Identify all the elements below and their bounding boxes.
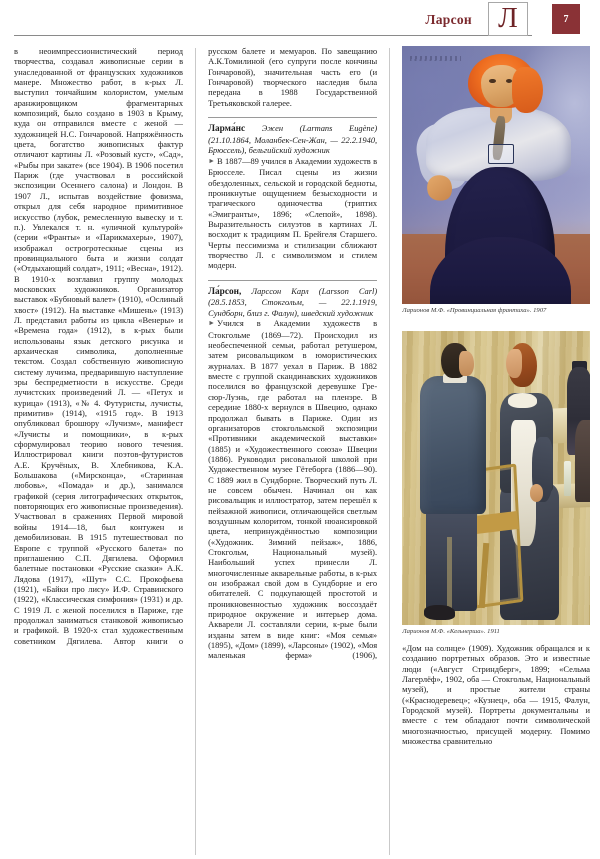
entry-headword: Ла́рсон, xyxy=(208,286,242,297)
painting-2-waitress-hand xyxy=(530,484,544,502)
entry-divider-rule xyxy=(208,117,377,118)
entry-body-text xyxy=(208,318,377,660)
column-separator-2 xyxy=(389,48,390,855)
page-header xyxy=(14,0,590,42)
entry-bullet-icon: ► xyxy=(208,156,216,165)
painting-image-1 xyxy=(402,46,590,304)
header-divider-rule xyxy=(14,35,532,36)
painting-1-breast-pocket xyxy=(488,144,514,164)
figure-waitress xyxy=(402,331,590,636)
painting-1-signature xyxy=(410,56,461,61)
running-head: Ларсон xyxy=(425,12,472,27)
entry-head-details: Ларссон Карл (Larsson Carl) (28.5.1853, Стокгольм, — 22.1.1919, Сундборн, близ г. Фалун), шведский художник xyxy=(208,285,378,318)
page-number: 7 xyxy=(563,13,569,25)
painting-1-hair-right-lock xyxy=(512,67,543,113)
painting-1-figure-group xyxy=(402,46,590,304)
painting-2-man-coat xyxy=(420,376,487,514)
entry-body-paragraph: В 1887—89 учился в Академии художеств в Брюсселе. Писал сцены из жизни обездоленных, сельской и городской бедноты, проникнутые ощущением безысходности и трагического одиночества (триптих «Эмигранты», 1896; «Слепой», 1898). Выразительность силуэтов в картинах Л. восходит к традициям П. Брейгеля Старшего. Черты пессимизма и стилизации сближают творчество Л. с символизмом и стилем модерн. xyxy=(208,155,378,271)
entry-headword: Ларма́нс xyxy=(208,124,246,135)
column-1-continuation-paragraph: в неоимпрессионистический период творчества, создавал живописные серии в унаследованной от французских художников манере. Множество работ, в к-рых Л. выступил тончайшим колористом, умелым аранжировщиком фрагментарных композиций, было создано в 1903 в Крыму, куда он отправился вместе с женой — художницей Н.С. Гончаровой. Напряжённость цвета, богатство живописных фактур отличают картины Л. «Розовый куст», «Сад», «Рыбы при закате» (все 1904). В 1906 посетил Париж (где участвовал в российской экспозиции Осеннего салона) и Лондон. В 1907 Л., испытав воздействие фовизма, открыл для себя народное примитивное искусство (лубок, ремесленную вывеску и т. п.). Увлекался т. н. «уличной культурой» (серии «Франты» и «Парикмахеры», 1907), изображал острогротескные сцены из провинциального быта и жизни солдат («Отдыхающий солдат», 1911; «Весна», 1912). В 1910-х возглавил группу молодых московских художников. Организатор выставок «Бубновый валет» (1910), «Ослиный хвост» (1912). На выставке «Мишень» (1913) Л. представил работы из цикла «Венеры» и «Времена года» (1912), в к-рых были использованы язык детского рисунка и архаическая символика, дополненные текстом. Создал собственную живописную систему лучизма, предварившую наступление эры беспредметности в искусстве. Среди лучистских произведений Л. — «Петух и курица» (1913), «№ 4. Футуристы, лучисты, примитив» (1914), «1915 год». В 1913 опубликовал брошюру «Лучизм», манифест «Лучисты и помощники», в к-рых сформулировал теорию нового течения. Иллюстрировал книги поэтов-футуристов А.Е. Кручёных, В. Хлебникова, К.А. Большакова («Мирсконца», «Старинная любовь», «Помада» и др.), занимался графикой (серия литографических открыток, повторяющих его живописные произведения). Участвовал в сражениях Первой мировой войны 1914—18, был контужен и демобилизован. В 1915 путешествовал по Европе с труппой «Русского балета» по приглашению С.П. Дягилева. Оформил балетные постановки «Русские сказки» А.К. Лядова (1917), «Шут» С.С. Прокофьева (1921), «Байки про лису» И.Ф. Стравинского (1922), «Классическая симфония» (1931) и др. С 1919 Л. с женой поселился в Париже, где продолжал заниматься станковой живописью и графикой. В 1920-х стал художественным советником Дягилева. Автор книги о xyxy=(14,46,184,646)
painting-2-bottle xyxy=(564,461,571,496)
entry-headline xyxy=(208,286,377,319)
painting-image-2 xyxy=(402,331,590,625)
article-columns xyxy=(14,46,590,855)
dictionary-entry-larmans xyxy=(208,117,377,271)
section-letter-box xyxy=(488,2,528,36)
painting-1-right-eye xyxy=(506,79,512,83)
painting-2-man-shoe xyxy=(424,605,455,620)
dictionary-entry-larsson xyxy=(208,280,377,661)
column-separator-1 xyxy=(195,48,196,855)
figure-caption-1: Ларионов М.Ф. «Провинциальная франтиха». 1907 xyxy=(402,307,547,314)
entry-bullet-icon: ► xyxy=(208,319,216,328)
entry-head-details: Эжен (Larmans Eugène) (21.10.1864, Моланбек-Сен-Жан, — 22.2.1940, Брюссель), бельгийский художник xyxy=(208,123,378,156)
column-3-continuation-paragraph: «Дом на солнце» (1909). Художник обращался и к созданию портретных образов. Это и известные люди («Август Стриндберг», 1899; «Сельма Лагерлёф», 1902, оба — Стокгольм, Национальный музей), и простые жители страны («Краснодеревец»; «Кузнец», оба — 1915, Фалун, Городской музей). Портреты документальны и вместе с тем обладают почти символической многозначностью, присущей модерну. Помимо множества сравнительно xyxy=(402,642,591,746)
figure-caption-2: Ларионов М.Ф. «Кельнерша». 1911 xyxy=(402,628,500,636)
figure-provincial-dandy xyxy=(402,46,590,315)
illustration-column-3 xyxy=(402,46,590,855)
entry-headline xyxy=(208,123,377,156)
section-letter-glyph: Л xyxy=(498,1,518,34)
entry-divider-rule xyxy=(208,280,377,281)
painting-2-man-leg-gap xyxy=(447,537,452,611)
text-column-2 xyxy=(208,46,377,855)
entry-body-paragraph: Учился в Академии художеств в Стокгольме (1869—72). Происходил из необеспеченной семьи, работал ретушером, затем рисовальщиком в юмористических журналах. В 1877 уехал в Париж. В 1882 вместе с группой скандинавских художников поселился во французской деревушке Гре-сюр-Луэнь, где работал на пленэре. В середине 1880-х вернулся в Швецию, однако продолжал бывать в Париже. Один из организаторов стокгольмской экспозиции «Противники академической выставки» (1885) и «Художественного союза» Швеции (1886). Руководил рисовальной школой при Художественном музее Гётеборга (1886—90). С 1889 жил в Сундборне. Творческий путь Л. не совсем обычен. Начинал он как рисовальщик и иллюстратор, затем перешёл к пейзажной живописи, отличающейся светлым воздушным колоритом, тонкой нюансировкой цвета, непринуждённостью композиции («Художник. Зимний пейзаж», 1886, Стокгольм, Национальный музей). Наибольший успех принесли Л. многочисленные акварельные работы, в к-рых он изображал свой дом в Сундборне и его обитателей. С подкупающей простотой и проникновенностью художник воссоздаёт природное окружение и интерьер дома. Акварели Л. составляли серии, к-рые были изданы затем в виде книг: «Моя семья» (1895), «Дом» (1899), «Ларсоны» (1902), «Моя маленькая ферма» (1906), xyxy=(208,318,378,661)
painting-2-waitress-collar xyxy=(508,393,537,408)
entry-body-text xyxy=(208,156,377,271)
painting-2-background-figure-2 xyxy=(575,420,590,502)
column-2-continuation-paragraph: русском балете и мемуаров. По завещанию А.К.Томилиной (его супруги после кончины Гончаровой), значительная часть его (и Гончаровой) творческого наследия была передана в 1988 Государственной Третьяковской галерее. xyxy=(208,46,378,108)
painting-1-left-eye xyxy=(489,79,495,83)
figure-spacer xyxy=(402,321,590,331)
painting-2-man-face xyxy=(459,351,474,376)
painting-2-waitress-face xyxy=(506,349,522,378)
page-number-badge xyxy=(552,4,580,34)
text-column-1 xyxy=(14,46,183,855)
